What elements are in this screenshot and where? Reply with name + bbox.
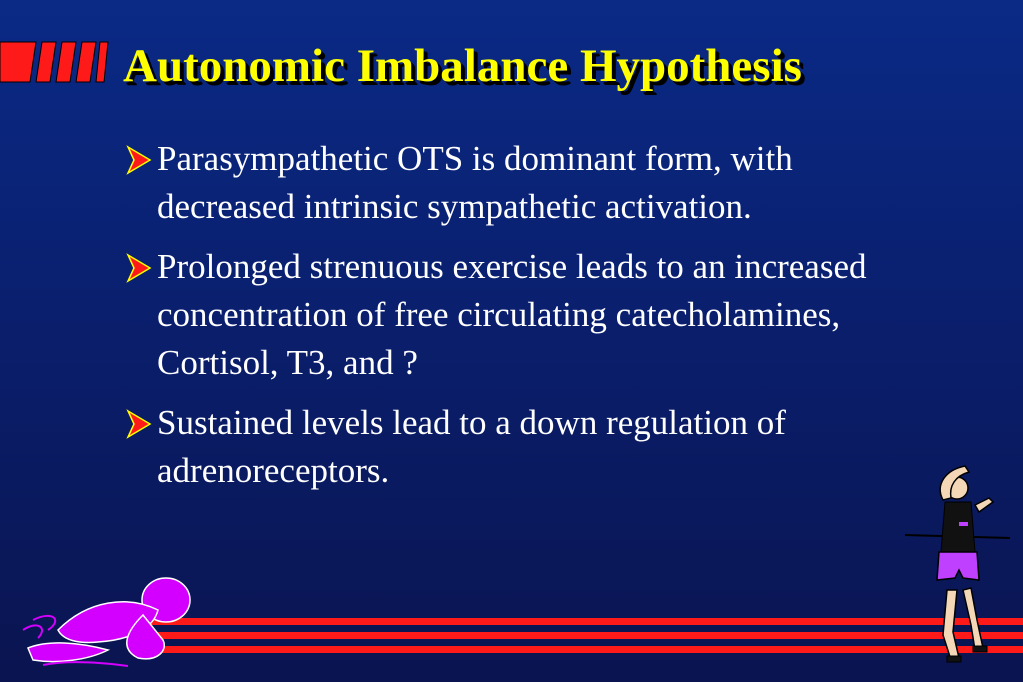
arrowhead-bullet-icon [126,251,152,285]
title-stripes-decoration [0,40,110,84]
bullet-item [126,243,926,387]
slide-title: Autonomic Imbalance Hypothesis [123,40,802,92]
bullet-text: Sustained levels lead to a down regulation of adrenoreceptors. [157,403,786,490]
swimmer-clipart [18,570,198,670]
arrowhead-bullet-icon [126,143,152,177]
bullet-text: Parasympathetic OTS is dominant form, with decreased intrinsic sympathetic activation. [157,139,793,226]
bullet-list [126,135,926,507]
bullet-text: Prolonged strenuous exercise leads to an increased concentration of free circulating catecholamines, Cortisol, T3, and ? [157,247,867,382]
speed-lines-decoration [150,616,1023,656]
bullet-item [126,399,926,495]
arrowhead-bullet-icon [126,407,152,441]
bullet-item [126,135,926,231]
runner-clipart [905,460,1015,675]
